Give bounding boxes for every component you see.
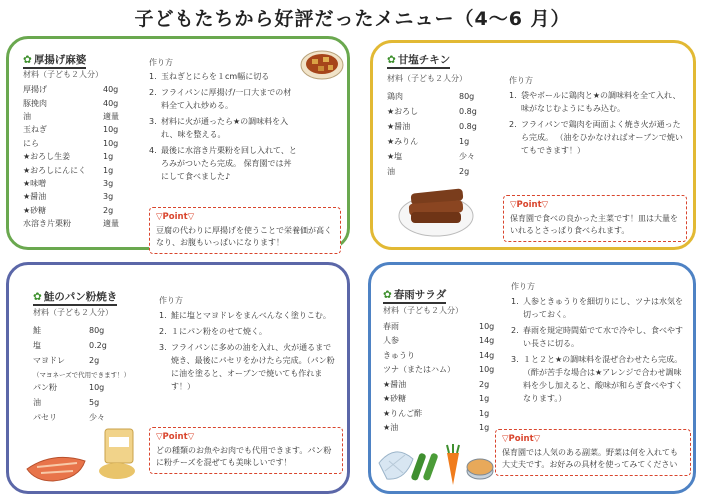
ingredient-list: 鮭 80g 塩 0.2g マヨドレ 2g （マヨネーズで代用できます！） パン粉 10g 油 5g パセリ 少々	[33, 326, 131, 422]
point-box: ▽Point▽ どの種類のお魚やお肉でも代用できます。パン粉に粉チーズを混ぜても美味しいです！	[149, 427, 343, 474]
steps-heading: 作り方	[511, 282, 535, 291]
salmon-icon	[23, 449, 89, 485]
ingredient-list: 鶏肉 80g ★おろし 0.8g ★醤油 0.8g ★みりん 1g ★塩 少々 油 2g	[387, 92, 477, 176]
panko-bag-icon	[97, 425, 139, 481]
mapo-tofu-icon	[299, 47, 345, 81]
serving-label: 材料（子ども２人分）	[387, 74, 467, 83]
recipe-card-atsuage-mabo	[6, 36, 350, 250]
steps-heading: 作り方	[159, 296, 183, 305]
recipe-title: ✿ 厚揚げ麻婆	[23, 52, 86, 69]
flower-icon: ✿	[383, 289, 392, 301]
flower-icon: ✿	[23, 54, 32, 66]
recipe-title: ✿ 春雨サラダ	[383, 287, 446, 304]
ingredient-list: 厚揚げ 40g 豚挽肉 40g 油 適量 玉ねぎ 10g にら 10g ★おろし生姜 1g ★おろしにんにく 1g ★味噌 3g ★醤油 3g ★砂糖 2g 水溶き片栗粉 適量	[23, 85, 119, 229]
point-box: ▽Point▽ 保育園では人気のある副菜。野菜は何を入れても大丈夫です。お好みの具材を使ってみてください	[495, 429, 691, 476]
grilled-chicken-plate-icon	[397, 181, 475, 239]
tuna-can-icon	[465, 453, 495, 483]
steps-heading: 作り方	[509, 76, 533, 85]
steps-heading: 作り方	[149, 58, 173, 67]
flower-icon: ✿	[387, 54, 396, 66]
recipe-card-harusame-salad	[368, 262, 696, 494]
steps-list: 1. 袋やボールに鶏肉と★の調味料を全て入れ、味がなじむようにもみ込む。 2. フライパンで鶏肉を両面よく焼き火が通ったら完成。 （油をひかなければオーブンで焼いてもできます！）	[509, 91, 683, 155]
serving-label: 材料（子ども２人分）	[383, 306, 463, 315]
point-box: ▽Point▽ 保育園で食べの良かった主菜です！皿は大量をいれるとさっぱり食べられます。	[503, 195, 687, 242]
recipe-card-amashio-chicken	[370, 40, 696, 250]
steps-list: 1. 人参ときゅうりを細切りにし、ツナは水気を切っておく。 2. 春雨を規定時間茹でて水で冷やし、食べやすい長さに切る。 3. １と２と★の調味料を混ぜ合わせたら完成。（酢が苦手な場合は★アレンジで合わせ調味料を少し加えると、酸味が和らぎ食べやすくなります。）	[511, 297, 683, 403]
serving-label: 材料（子ども２人分）	[33, 308, 113, 317]
steps-list: 1. 鮭に塩とマヨドレをまんべんなく塗りこむ。 2. １にパン粉をのせて焼く。 3. フライパンに多めの油を入れ、火が通るまで焼き、最後にパセリをかけたら完成。（パン粉に油を塗ると、オーブンで焼いても作れます！）	[159, 311, 335, 391]
recipe-title: ✿ 鮭のパン粉焼き	[33, 289, 117, 306]
recipe-title: ✿ 甘塩チキン	[387, 52, 450, 69]
carrot-icon	[439, 443, 467, 487]
point-box: ▽Point▽ 豆腐の代わりに厚揚げを使うことで栄養価が高くなり、お腹もいっぱいになります！	[149, 207, 341, 254]
steps-list: 1. 玉ねぎとにらを１cm幅に切る 2. フライパンに厚揚げ/一口大までの材料全て入れ炒める。 3. 材料に火が通ったら★の調味料を入れ、味を整える。 4. 最後に水溶き片栗粉を回し入れて、とろみがついたら完成。 保育園では丼にして食べました♪	[149, 72, 297, 181]
serving-label: 材料（子ども２人分）	[23, 70, 103, 79]
recipe-card-salmon-panko	[6, 262, 350, 494]
flower-icon: ✿	[33, 291, 42, 303]
page-title: 子どもたちから好評だったメニュー（4～6 月）	[134, 8, 571, 30]
ingredient-list: 春雨 10g 人参 14g きゅうり 14g ツナ（またはハム） 10g ★醤油 2g ★砂糖 1g ★りんご酢 1g ★油 1g	[383, 321, 495, 433]
